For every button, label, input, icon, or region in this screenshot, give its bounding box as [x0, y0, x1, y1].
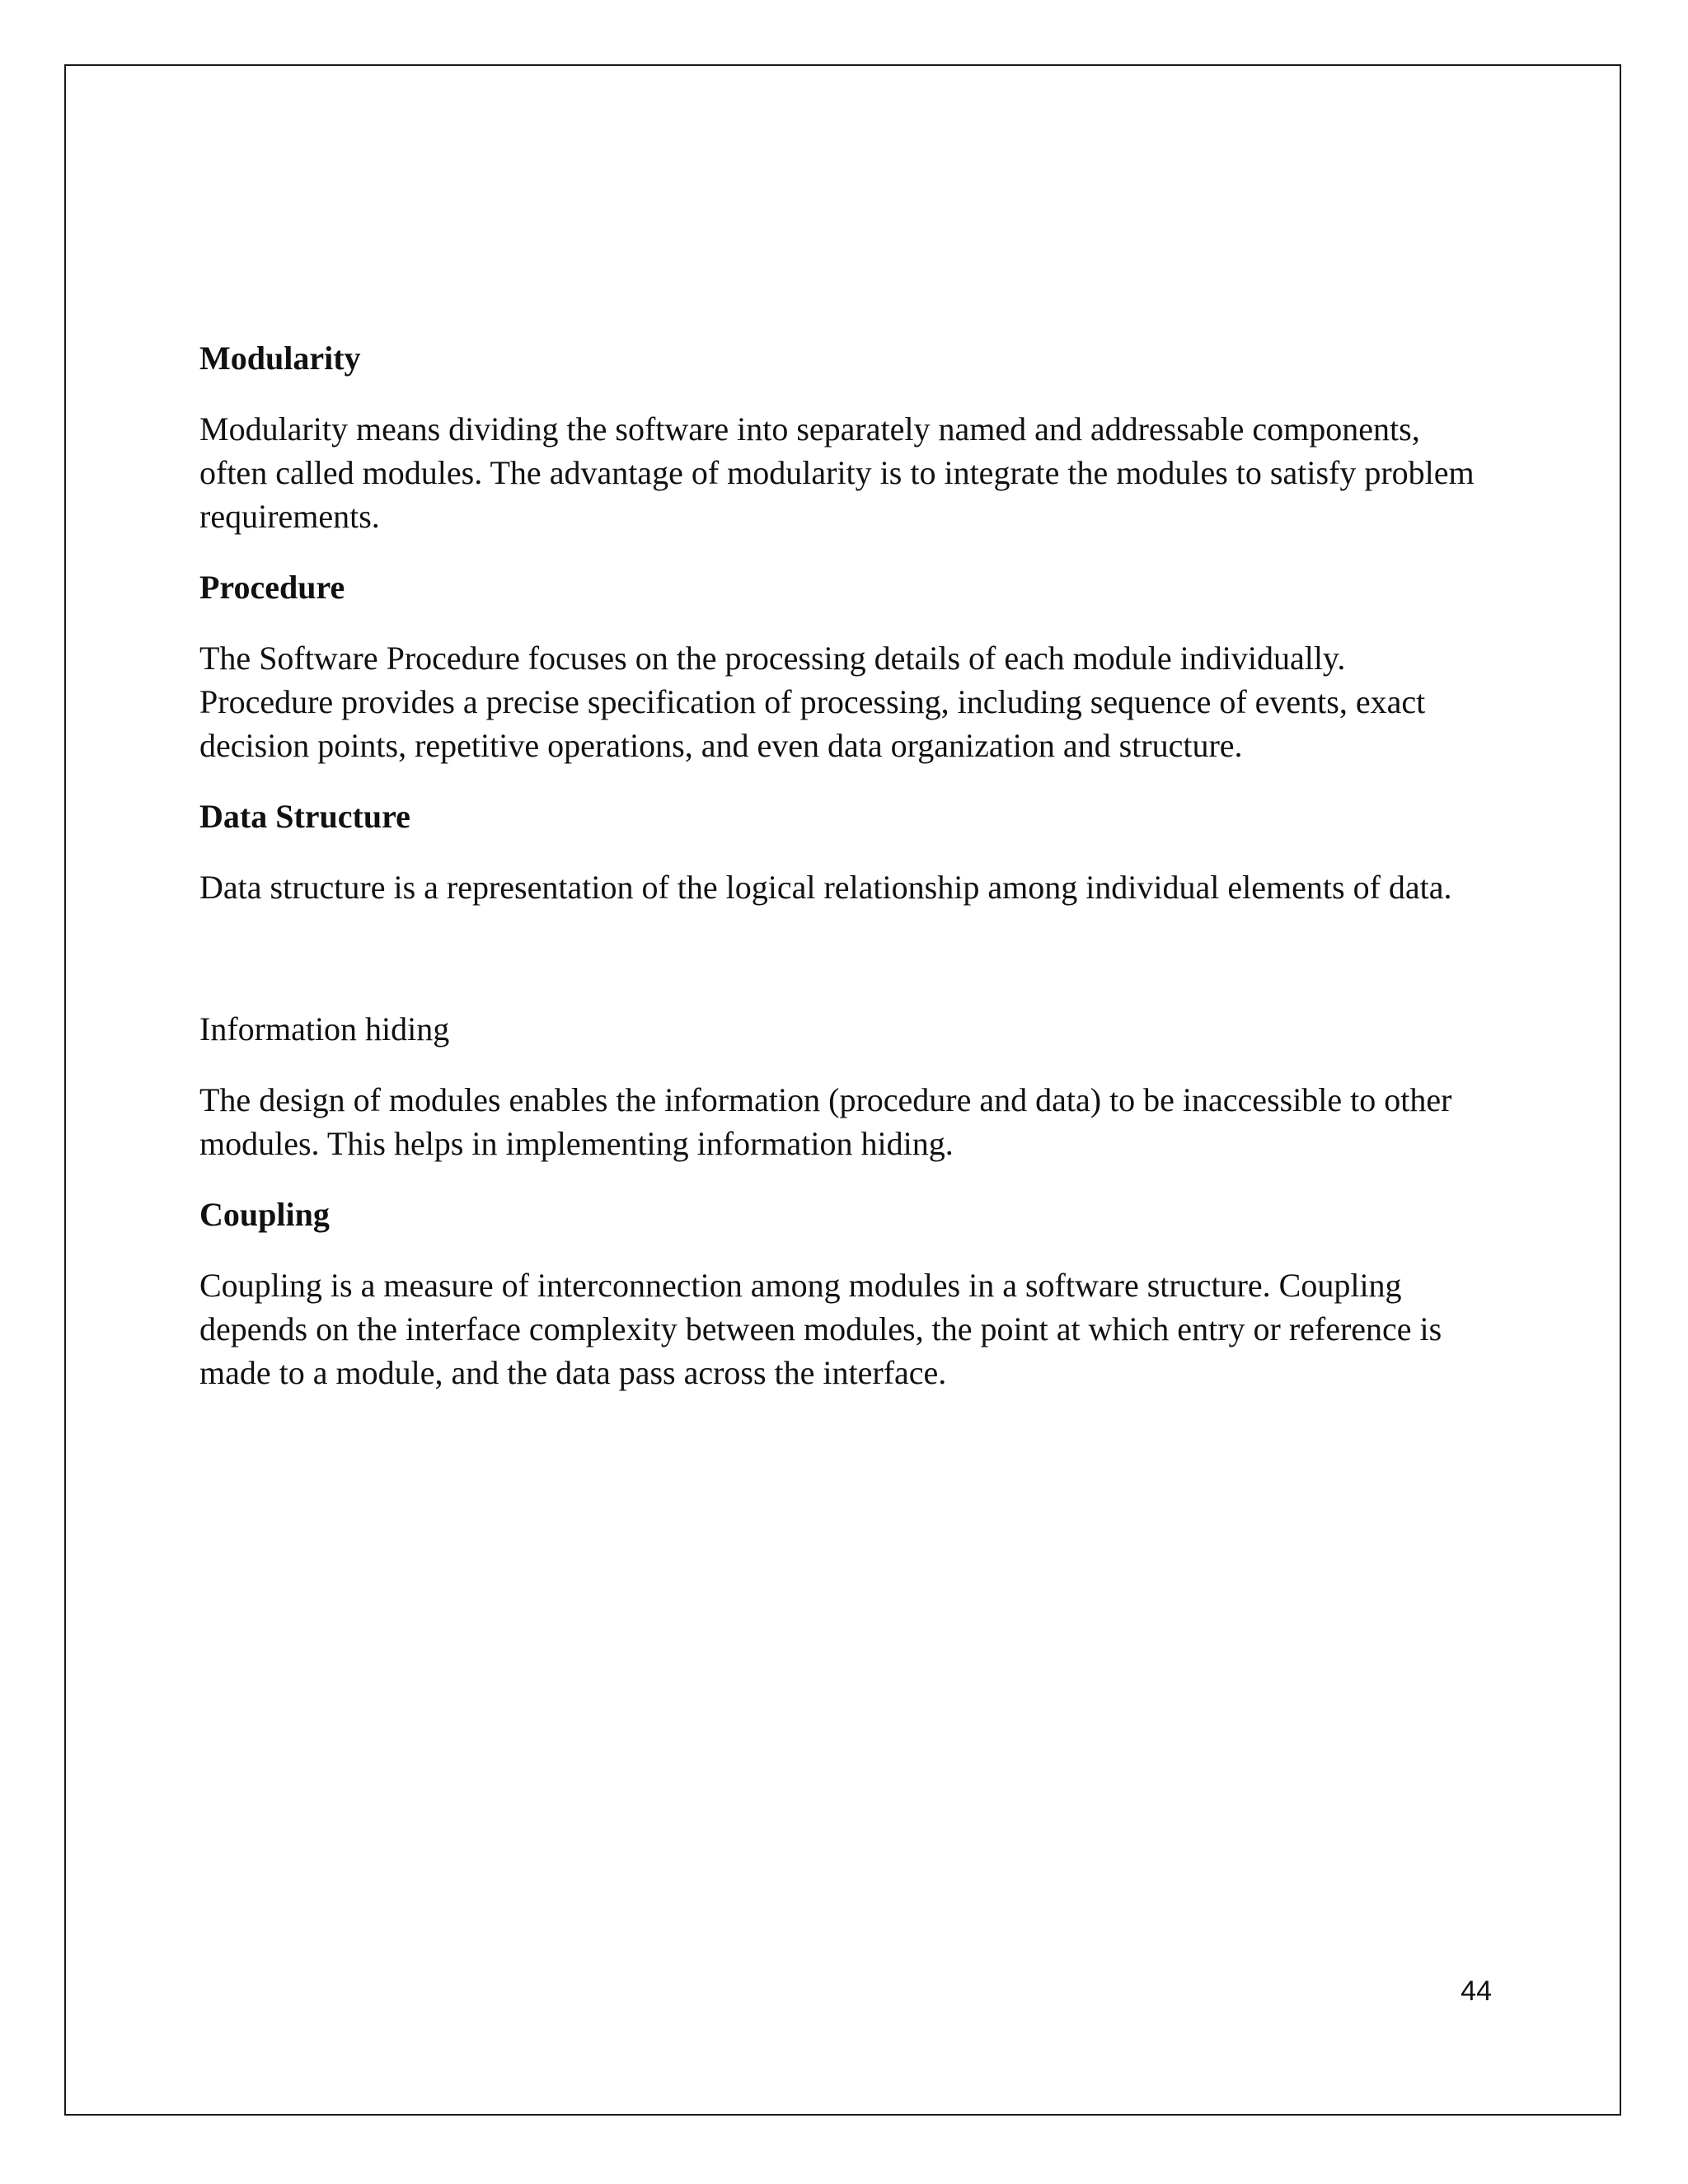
section-paragraph: [199, 407, 1518, 538]
paragraph-line: Coupling is a measure of interconnection among modules in a software structure. Coupling: [199, 1267, 1402, 1304]
section-heading: Modularity: [199, 340, 361, 377]
paragraph-line: often called modules. The advantage of modularity is to integrate the modules to satisfy problem: [199, 454, 1475, 491]
paragraph-line: made to a module, and the data pass across the interface.: [199, 1354, 947, 1391]
document-body: [199, 336, 1518, 1422]
section-modularity: [199, 336, 1518, 538]
section-paragraph: [199, 1078, 1518, 1165]
paragraph-line: The Software Procedure focuses on the processing details of each module individually.: [199, 640, 1346, 677]
section-heading: Procedure: [199, 569, 345, 606]
section-paragraph: [199, 865, 1518, 909]
paragraph-line: Modularity means dividing the software into separately named and addressable components,: [199, 410, 1420, 448]
paragraph-line: modules. This helps in implementing information hiding.: [199, 1125, 954, 1162]
paragraph-line: decision points, repetitive operations, and even data organization and structure.: [199, 727, 1243, 764]
section-paragraph: [199, 1263, 1518, 1394]
paragraph-line: requirements.: [199, 498, 380, 535]
spacer: [199, 936, 1518, 1007]
section-paragraph: [199, 636, 1518, 767]
section-heading: Coupling: [199, 1196, 330, 1233]
section-information-hiding: [199, 1007, 1518, 1165]
section-data-structure: [199, 794, 1518, 909]
section-heading: Data Structure: [199, 798, 410, 835]
section-procedure: [199, 565, 1518, 767]
paragraph-line: The design of modules enables the information (procedure and data) to be inaccessible to other: [199, 1081, 1452, 1118]
paragraph-line: Data structure is a representation of the logical relationship among individual elements of data.: [199, 869, 1452, 906]
page-number: 44: [1461, 1975, 1492, 2007]
section-coupling: [199, 1193, 1518, 1394]
paragraph-line: Procedure provides a precise specification of processing, including sequence of events, exact: [199, 683, 1426, 720]
section-heading: Information hiding: [199, 1010, 450, 1047]
paragraph-line: depends on the interface complexity between modules, the point at which entry or reference is: [199, 1310, 1442, 1347]
